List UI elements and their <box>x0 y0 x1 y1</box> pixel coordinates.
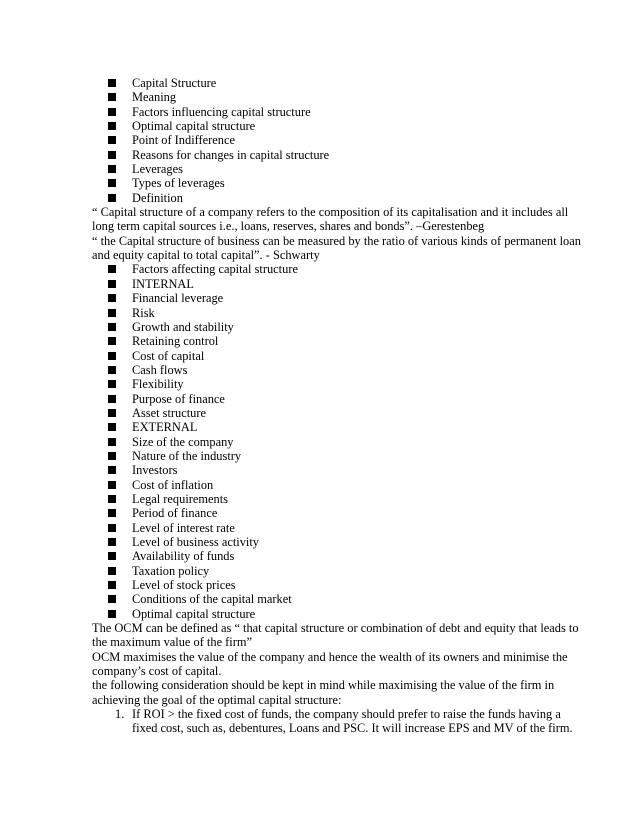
list-item-text: Period of finance <box>132 506 218 521</box>
numbered-list-item <box>92 707 587 736</box>
square-bullet-icon <box>108 151 116 159</box>
square-bullet-icon <box>108 495 116 503</box>
list-item-text: Growth and stability <box>132 319 234 334</box>
list-item <box>92 291 587 305</box>
list-item <box>92 191 587 205</box>
list-item <box>92 320 587 334</box>
list-item-text: Conditions of the capital market <box>132 592 292 607</box>
list-item <box>92 349 587 363</box>
list-item <box>92 535 587 549</box>
list-item <box>92 492 587 506</box>
list-item <box>92 133 587 147</box>
square-bullet-icon <box>108 595 116 603</box>
list-item <box>92 406 587 420</box>
square-bullet-icon <box>108 395 116 403</box>
list-item-text: Optimal capital structure <box>132 119 256 134</box>
list-item-text: Asset structure <box>132 405 206 420</box>
square-bullet-icon <box>108 122 116 130</box>
list-item <box>92 592 587 606</box>
list-item <box>92 435 587 449</box>
list-item <box>92 334 587 348</box>
square-bullet-icon <box>108 610 116 618</box>
list-item-text: Capital Structure <box>132 76 217 90</box>
considerations-numbered-list <box>92 707 587 736</box>
list-item <box>92 119 587 133</box>
list-item <box>92 176 587 190</box>
square-bullet-icon <box>108 466 116 474</box>
list-item-text: Purpose of finance <box>132 391 225 406</box>
list-item <box>92 90 587 104</box>
ocm-benefit-paragraph: OCM maximises the value of the company and hence the wealth of its owners and minimise the company’s cost of capital. <box>92 649 568 679</box>
list-item-text: If ROI > the fixed cost of funds, the company should prefer to raise the funds having a fixed cost, such as, debentures, Loans and PSC. It will increase EPS and MV of the firm. <box>132 707 573 736</box>
square-bullet-icon <box>108 309 116 317</box>
list-item-text: Cash flows <box>132 362 188 377</box>
square-bullet-icon <box>108 337 116 345</box>
square-bullet-icon <box>108 79 116 87</box>
list-item <box>92 148 587 162</box>
square-bullet-icon <box>108 552 116 560</box>
list-item <box>92 105 587 119</box>
definition-quote-gerestenbeg: “ Capital structure of a company refers to the composition of its capitalisation and it includes all long term capital sources i.e., loans, reserves, shares and bonds”. –Gerestenbeg <box>92 205 569 234</box>
square-bullet-icon <box>108 294 116 302</box>
square-bullet-icon <box>108 108 116 116</box>
list-item-text: Point of Indifference <box>132 133 235 148</box>
square-bullet-icon <box>108 438 116 446</box>
list-item <box>92 521 587 535</box>
list-item-text: Financial leverage <box>132 291 224 306</box>
list-item <box>92 478 587 492</box>
document-body <box>92 76 587 736</box>
list-item-text: Factors affecting capital structure <box>132 262 298 277</box>
list-item <box>92 607 587 621</box>
square-bullet-icon <box>108 567 116 575</box>
list-item <box>92 363 587 377</box>
list-item <box>92 262 587 276</box>
square-bullet-icon <box>108 352 116 360</box>
list-item <box>92 463 587 477</box>
list-item <box>92 277 587 291</box>
definition-quote-schwarty: “ the Capital structure of business can be measured by the ratio of various kinds of permanent loan and equity capital to total capital”. - Schwarty <box>92 233 581 263</box>
list-item-text: Level of stock prices <box>132 578 236 593</box>
list-item-text: Definition <box>132 190 183 205</box>
list-item-text: Cost of inflation <box>132 477 214 492</box>
list-item-text: Availability of funds <box>132 549 235 564</box>
list-item-text: Nature of the industry <box>132 448 242 463</box>
list-item-text: EXTERNAL <box>132 420 198 435</box>
square-bullet-icon <box>108 423 116 431</box>
list-item <box>92 162 587 176</box>
list-item-text: Level of interest rate <box>132 520 235 535</box>
list-item-text: Flexibility <box>132 377 184 392</box>
list-item-text: INTERNAL <box>132 276 194 291</box>
list-item-text: Reasons for changes in capital structure <box>132 147 330 162</box>
considerations-intro-paragraph: the following consideration should be kept in mind while maximising the value of the firm in achieving the goal of the optimal capital structure: <box>92 678 555 707</box>
list-item <box>92 76 587 90</box>
list-item <box>92 449 587 463</box>
square-bullet-icon <box>108 280 116 288</box>
factors-list <box>92 262 587 621</box>
list-item-text: Types of leverages <box>132 176 225 191</box>
square-bullet-icon <box>108 323 116 331</box>
square-bullet-icon <box>108 481 116 489</box>
list-item-text: Investors <box>132 463 178 478</box>
list-item <box>92 420 587 434</box>
list-item <box>92 564 587 578</box>
list-item-text: Level of business activity <box>132 535 259 549</box>
square-bullet-icon <box>108 538 116 546</box>
list-item-text: Optimal capital structure <box>132 606 256 621</box>
list-item <box>92 549 587 563</box>
topics-list <box>92 76 587 205</box>
square-bullet-icon <box>108 380 116 388</box>
list-item <box>92 306 587 320</box>
square-bullet-icon <box>108 581 116 589</box>
square-bullet-icon <box>108 194 116 202</box>
square-bullet-icon <box>108 509 116 517</box>
square-bullet-icon <box>108 265 116 273</box>
square-bullet-icon <box>108 165 116 173</box>
list-item <box>92 506 587 520</box>
list-item <box>92 578 587 592</box>
list-item-number: 1. <box>115 707 125 722</box>
square-bullet-icon <box>108 136 116 144</box>
list-item-text: Taxation policy <box>132 563 210 578</box>
list-item-text: Risk <box>132 305 155 320</box>
list-item-text: Factors influencing capital structure <box>132 104 311 119</box>
ocm-definition-paragraph: The OCM can be defined as “ that capital structure or combination of debt and equity that leads to the maximum value of the firm” <box>92 621 579 650</box>
list-item <box>92 377 587 391</box>
list-item-text: Meaning <box>132 90 177 105</box>
square-bullet-icon <box>108 179 116 187</box>
list-item-text: Retaining control <box>132 334 219 349</box>
square-bullet-icon <box>108 93 116 101</box>
square-bullet-icon <box>108 524 116 532</box>
list-item-text: Cost of capital <box>132 348 205 363</box>
square-bullet-icon <box>108 366 116 374</box>
list-item-text: Size of the company <box>132 434 234 449</box>
list-item <box>92 392 587 406</box>
list-item-text: Legal requirements <box>132 491 228 506</box>
list-item-text: Leverages <box>132 162 183 177</box>
square-bullet-icon <box>108 409 116 417</box>
square-bullet-icon <box>108 452 116 460</box>
